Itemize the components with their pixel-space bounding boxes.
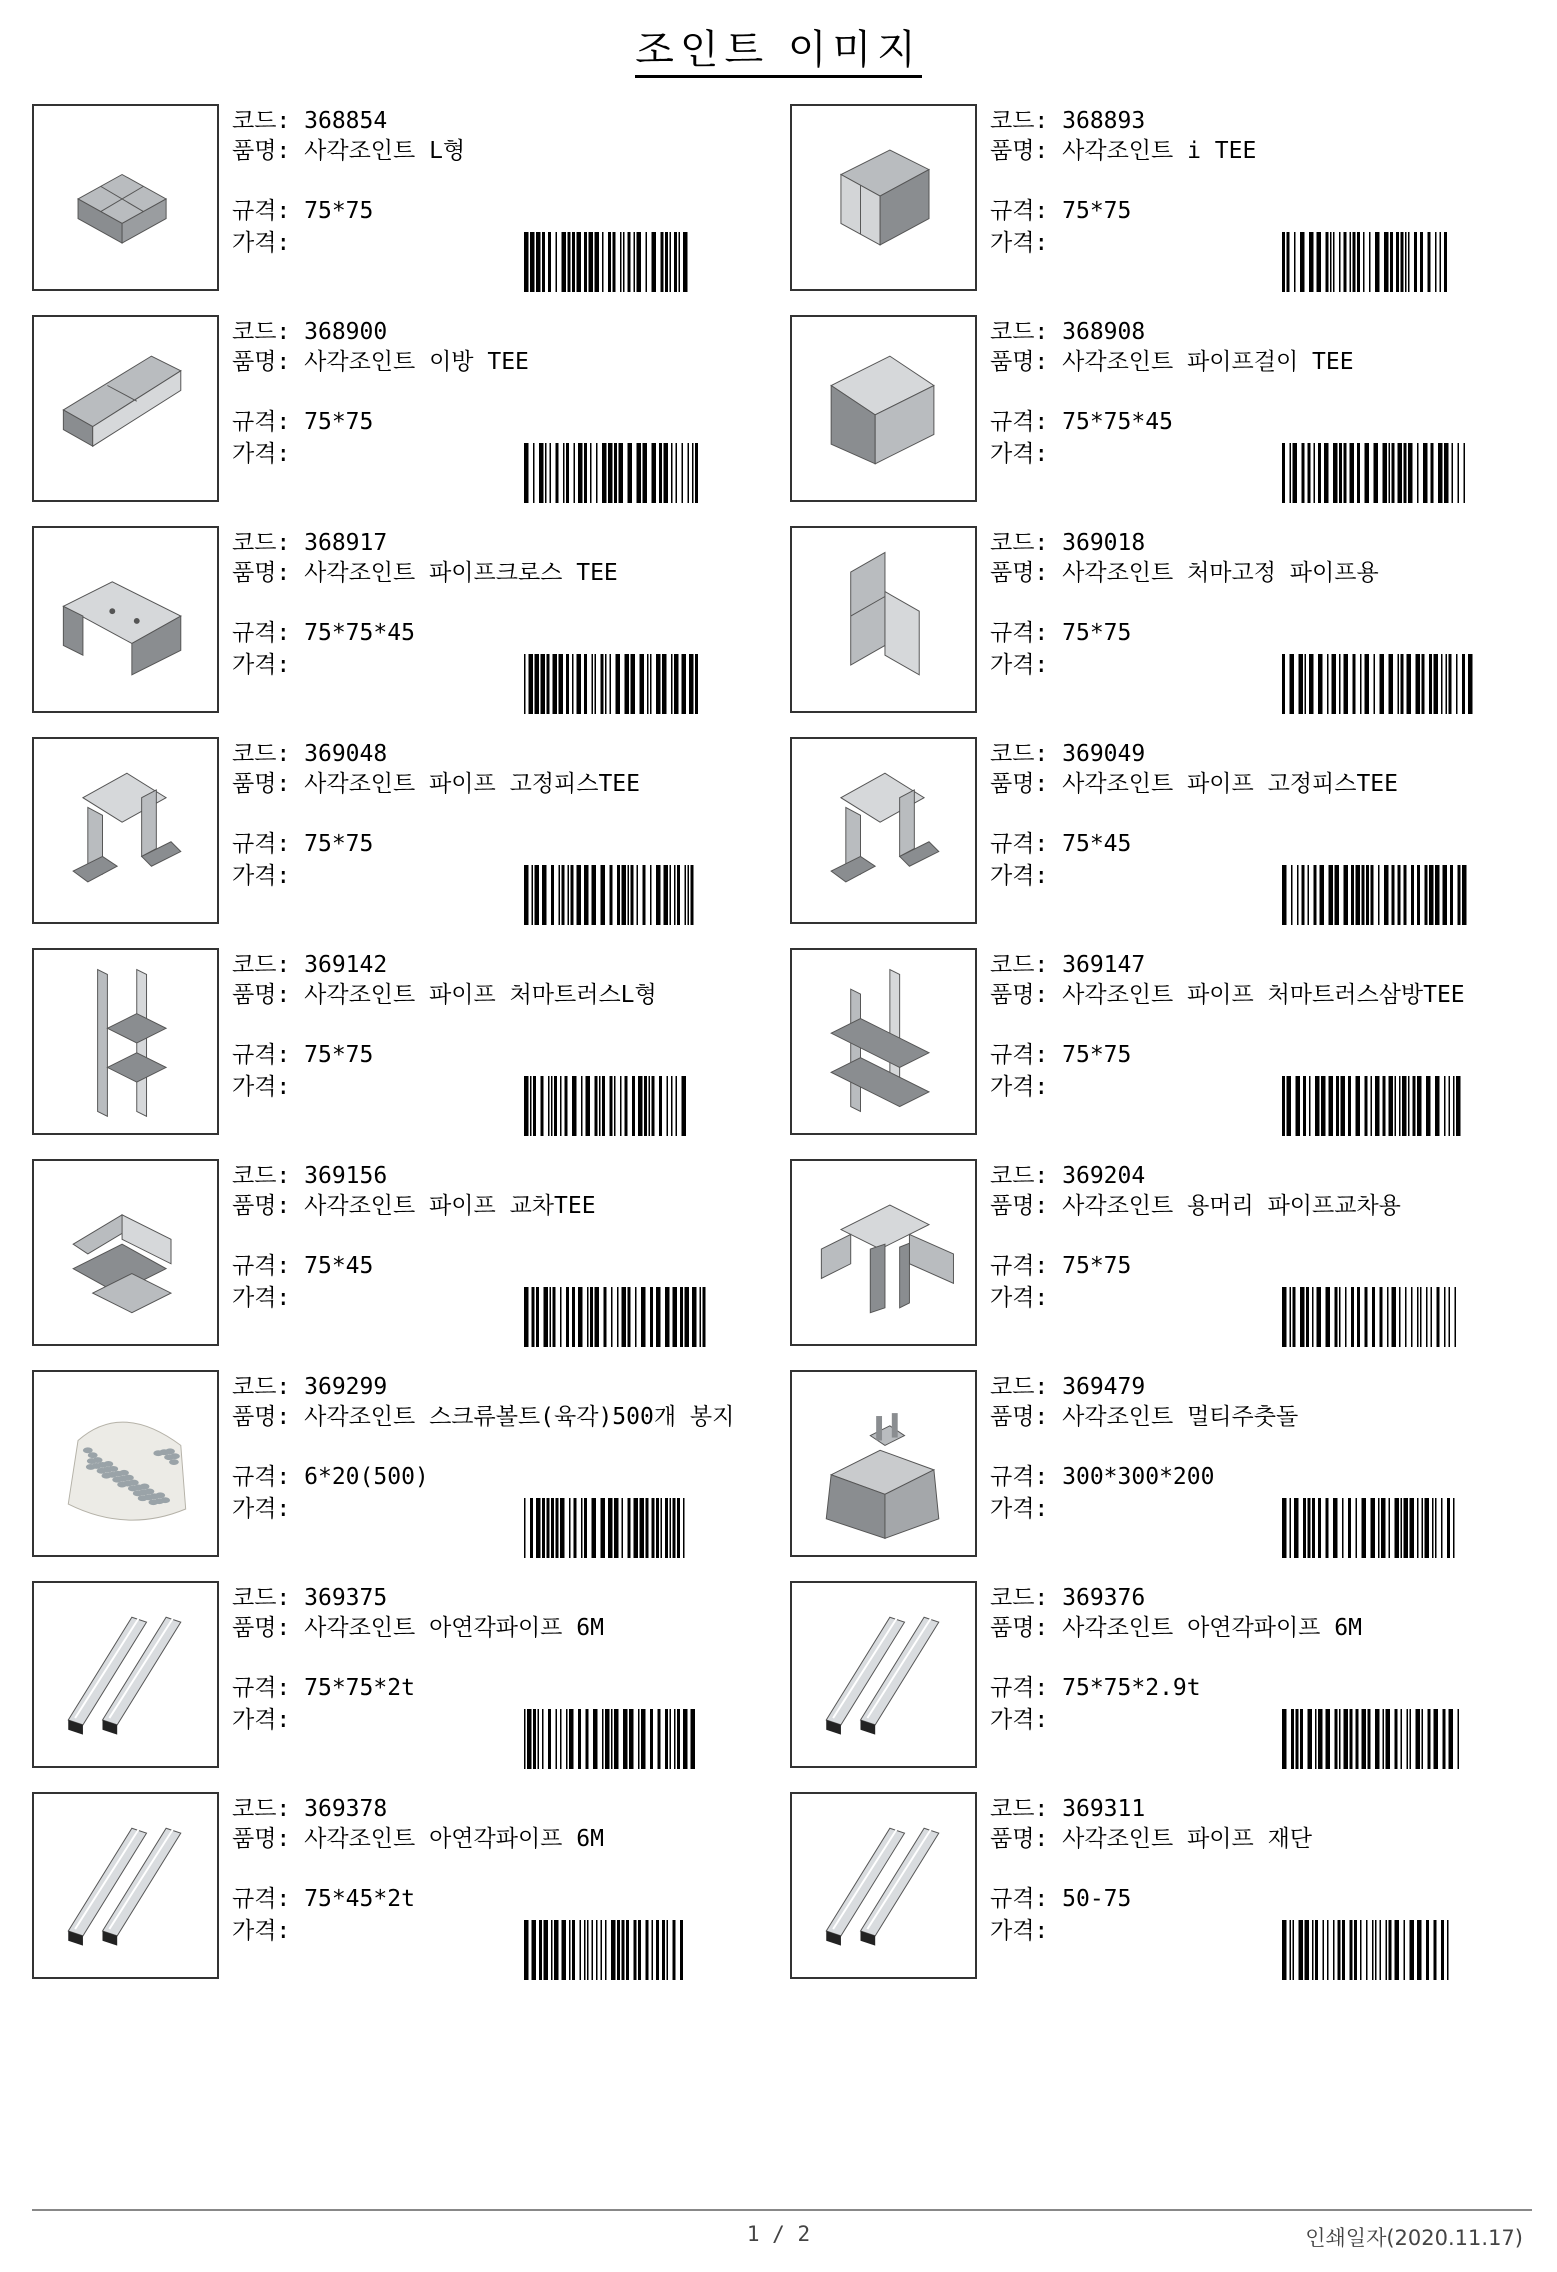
code-label: 코드: <box>990 952 1063 978</box>
product-card <box>790 1159 1535 1349</box>
two-way-tee-image <box>32 315 219 502</box>
footer-divider <box>32 2209 1532 2211</box>
spec-value: 75*75 <box>304 409 374 435</box>
name-label: 품명: <box>990 138 1063 164</box>
code-value: 369048 <box>304 741 388 767</box>
product-code <box>990 1583 1535 1613</box>
code-label: 코드: <box>990 1796 1063 1822</box>
code-label: 코드: <box>232 741 305 767</box>
spec-value: 75*45 <box>304 1253 374 1279</box>
name-label: 품명: <box>990 1826 1063 1852</box>
product-code <box>990 950 1535 980</box>
code-value: 368900 <box>304 319 388 345</box>
name-label: 품명: <box>232 982 305 1008</box>
name-label: 품명: <box>990 1193 1063 1219</box>
name-value: 사각조인트 파이프걸이 TEE <box>1062 349 1354 375</box>
spec-value: 75*75 <box>304 831 374 857</box>
product-spec <box>232 1673 777 1705</box>
product-code <box>232 1794 777 1824</box>
print-date: 인쇄일자(2020.11.17) <box>1305 2226 1523 2250</box>
spec-label: 규격: <box>990 1675 1063 1701</box>
spec-value: 300*300*200 <box>1062 1464 1215 1490</box>
code-label: 코드: <box>990 1374 1063 1400</box>
spec-label: 규격: <box>232 198 305 224</box>
code-value: 369018 <box>1062 530 1146 556</box>
spec-label: 규격: <box>990 198 1063 224</box>
code-label: 코드: <box>990 108 1063 134</box>
spec-label: 규격: <box>990 620 1063 646</box>
spec-value: 75*75 <box>1062 198 1132 224</box>
spec-value: 75*75*45 <box>304 620 415 646</box>
square-pipe-image <box>790 1581 977 1768</box>
price-label: 가격: <box>232 652 291 678</box>
product-spec <box>232 1884 777 1916</box>
i-tee-joint-image-drawing <box>792 106 975 289</box>
product-card <box>790 315 1535 505</box>
product-spec <box>232 407 777 439</box>
product-name <box>990 980 1535 1040</box>
barcode <box>524 232 777 292</box>
product-name <box>232 558 777 618</box>
price-label: 가격: <box>990 1496 1049 1522</box>
product-name <box>232 980 777 1040</box>
name-label: 품명: <box>990 982 1063 1008</box>
spec-label: 규격: <box>990 1464 1063 1490</box>
name-label: 품명: <box>232 1404 305 1430</box>
product-card <box>790 1370 1535 1560</box>
product-card <box>32 104 777 294</box>
code-label: 코드: <box>232 1585 305 1611</box>
product-card <box>32 315 777 505</box>
code-label: 코드: <box>990 530 1063 556</box>
product-card <box>32 1159 777 1349</box>
product-spec <box>990 1673 1535 1705</box>
price-label: 가격: <box>232 1707 291 1733</box>
eave-truss-l-image-drawing <box>34 950 217 1133</box>
product-card <box>790 104 1535 294</box>
barcode <box>524 1920 777 1980</box>
product-name <box>990 136 1535 196</box>
name-label: 품명: <box>232 771 305 797</box>
spec-value: 75*45 <box>1062 831 1132 857</box>
spec-value: 50-75 <box>1062 1886 1132 1912</box>
product-card <box>32 1581 777 1771</box>
spec-value: 75*75*45 <box>1062 409 1173 435</box>
product-code <box>232 106 777 136</box>
spec-label: 규격: <box>990 1042 1063 1068</box>
product-code <box>232 1161 777 1191</box>
product-name <box>232 1824 777 1884</box>
barcode <box>524 1076 777 1136</box>
spec-label: 규격: <box>232 1042 305 1068</box>
product-name <box>232 136 777 196</box>
code-label: 코드: <box>990 741 1063 767</box>
name-label: 품명: <box>232 560 305 586</box>
code-label: 코드: <box>990 319 1063 345</box>
price-label: 가격: <box>232 1918 291 1944</box>
screw-bag-image-drawing <box>34 1372 217 1555</box>
product-spec <box>990 1884 1535 1916</box>
product-code <box>232 739 777 769</box>
price-label: 가격: <box>990 652 1049 678</box>
product-code <box>990 1794 1535 1824</box>
product-name <box>990 1402 1535 1462</box>
code-value: 369204 <box>1062 1163 1146 1189</box>
product-spec <box>232 1251 777 1283</box>
name-value: 사각조인트 파이프 재단 <box>1062 1826 1313 1852</box>
barcode <box>524 443 777 503</box>
page-title: 조인트 이미지 <box>0 18 1557 75</box>
product-spec <box>990 1040 1535 1072</box>
name-value: 사각조인트 파이프 고정피스TEE <box>304 771 640 797</box>
l-type-joint-image-drawing <box>34 106 217 289</box>
spec-value: 6*20(500) <box>304 1464 429 1490</box>
name-label: 품명: <box>232 1615 305 1641</box>
product-name <box>232 1613 777 1673</box>
product-name <box>990 769 1535 829</box>
product-name <box>232 347 777 407</box>
name-label: 품명: <box>232 138 305 164</box>
name-value: 사각조인트 파이프 처마트러스L형 <box>304 982 657 1008</box>
fixing-piece-tee-image-drawing <box>34 739 217 922</box>
code-value: 369142 <box>304 952 388 978</box>
product-spec <box>990 1251 1535 1283</box>
name-value: 사각조인트 아연각파이프 6M <box>304 1826 604 1852</box>
cross-tee-image <box>32 1159 219 1346</box>
product-spec <box>232 196 777 228</box>
product-code <box>232 317 777 347</box>
name-value: 사각조인트 용머리 파이프교차용 <box>1062 1193 1401 1219</box>
code-value: 369299 <box>304 1374 388 1400</box>
eave-truss-l-image <box>32 948 219 1135</box>
code-label: 코드: <box>232 952 305 978</box>
price-label: 가격: <box>232 1285 291 1311</box>
screw-bag-image <box>32 1370 219 1557</box>
multi-footing-stone-image-drawing <box>792 1372 975 1555</box>
product-spec <box>990 618 1535 650</box>
fixing-piece-tee-image-drawing <box>792 739 975 922</box>
cross-tee-image-drawing <box>34 1161 217 1344</box>
fixing-piece-tee-image <box>32 737 219 924</box>
barcode <box>1282 865 1535 925</box>
spec-value: 75*75 <box>304 198 374 224</box>
i-tee-joint-image <box>790 104 977 291</box>
price-label: 가격: <box>990 1285 1049 1311</box>
spec-label: 규격: <box>990 831 1063 857</box>
ridge-cross-image-drawing <box>792 1161 975 1344</box>
spec-value: 75*75*2t <box>304 1675 415 1701</box>
code-value: 369479 <box>1062 1374 1146 1400</box>
pipe-hanger-tee-image <box>790 315 977 502</box>
spec-value: 75*75 <box>304 1042 374 1068</box>
code-value: 369156 <box>304 1163 388 1189</box>
code-label: 코드: <box>232 108 305 134</box>
name-value: 사각조인트 멀티주춧돌 <box>1062 1404 1299 1430</box>
product-code <box>232 1372 777 1402</box>
product-code <box>990 1161 1535 1191</box>
spec-label: 규격: <box>232 831 305 857</box>
spec-label: 규격: <box>990 409 1063 435</box>
name-label: 품명: <box>232 349 305 375</box>
spec-label: 규격: <box>232 1464 305 1490</box>
product-card <box>32 1792 777 1982</box>
price-label: 가격: <box>232 441 291 467</box>
spec-label: 규격: <box>232 409 305 435</box>
product-code <box>232 950 777 980</box>
code-value: 369375 <box>304 1585 388 1611</box>
page-number: 1 / 2 <box>746 2222 811 2246</box>
price-label: 가격: <box>990 1074 1049 1100</box>
product-name <box>232 1402 777 1462</box>
square-pipe-image <box>790 1792 977 1979</box>
product-card <box>32 1370 777 1560</box>
price-label: 가격: <box>990 441 1049 467</box>
price-label: 가격: <box>232 230 291 256</box>
square-pipe-image-drawing <box>34 1794 217 1977</box>
name-value: 사각조인트 파이프 처마트러스삼방TEE <box>1062 982 1465 1008</box>
price-label: 가격: <box>990 1707 1049 1733</box>
code-value: 369147 <box>1062 952 1146 978</box>
product-spec <box>990 196 1535 228</box>
barcode <box>1282 1076 1535 1136</box>
name-label: 품명: <box>990 771 1063 797</box>
product-code <box>990 317 1535 347</box>
barcode <box>1282 1920 1535 1980</box>
product-card <box>32 737 777 927</box>
product-name <box>990 1191 1535 1251</box>
product-card <box>790 526 1535 716</box>
name-value: 사각조인트 아연각파이프 6M <box>304 1615 604 1641</box>
barcode <box>524 654 777 714</box>
product-name <box>990 1613 1535 1673</box>
barcode <box>1282 443 1535 503</box>
barcode <box>1282 1498 1535 1558</box>
product-spec <box>232 618 777 650</box>
product-spec <box>990 407 1535 439</box>
square-pipe-image-drawing <box>34 1583 217 1766</box>
product-spec <box>990 1462 1535 1494</box>
code-label: 코드: <box>232 530 305 556</box>
product-card <box>790 1792 1535 1982</box>
barcode <box>1282 1287 1535 1347</box>
square-pipe-image-drawing <box>792 1583 975 1766</box>
product-name <box>990 347 1535 407</box>
spec-value: 75*75 <box>1062 620 1132 646</box>
name-value: 사각조인트 파이프 교차TEE <box>304 1193 596 1219</box>
barcode <box>524 1498 777 1558</box>
name-value: 사각조인트 아연각파이프 6M <box>1062 1615 1362 1641</box>
code-label: 코드: <box>232 1374 305 1400</box>
name-label: 품명: <box>990 1615 1063 1641</box>
spec-value: 75*75 <box>1062 1253 1132 1279</box>
square-pipe-image-drawing <box>792 1794 975 1977</box>
product-name <box>990 1824 1535 1884</box>
eave-truss-three-way-image <box>790 948 977 1135</box>
name-value: 사각조인트 스크류볼트(육각)500개 봉지 <box>304 1404 735 1430</box>
product-name <box>232 1191 777 1251</box>
product-card <box>790 1581 1535 1771</box>
square-pipe-image <box>32 1792 219 1979</box>
spec-value: 75*75*2.9t <box>1062 1675 1201 1701</box>
pipe-cross-tee-image-drawing <box>34 528 217 711</box>
product-code <box>232 1583 777 1613</box>
two-way-tee-image-drawing <box>34 317 217 500</box>
product-spec <box>232 829 777 861</box>
barcode <box>1282 654 1535 714</box>
code-value: 369311 <box>1062 1796 1146 1822</box>
spec-label: 규격: <box>990 1253 1063 1279</box>
pipe-cross-tee-image <box>32 526 219 713</box>
name-value: 사각조인트 L형 <box>304 138 466 164</box>
name-value: 사각조인트 i TEE <box>1062 138 1257 164</box>
product-code <box>990 528 1535 558</box>
code-value: 369049 <box>1062 741 1146 767</box>
code-label: 코드: <box>232 1796 305 1822</box>
name-label: 품명: <box>990 1404 1063 1430</box>
product-card <box>790 737 1535 927</box>
product-spec <box>232 1462 777 1494</box>
product-card <box>32 526 777 716</box>
price-label: 가격: <box>232 863 291 889</box>
price-label: 가격: <box>232 1074 291 1100</box>
code-value: 368917 <box>304 530 388 556</box>
product-name <box>232 769 777 829</box>
name-label: 품명: <box>990 560 1063 586</box>
product-code <box>990 1372 1535 1402</box>
barcode <box>524 1287 777 1347</box>
name-value: 사각조인트 처마고정 파이프용 <box>1062 560 1379 586</box>
code-label: 코드: <box>232 1163 305 1189</box>
product-code <box>990 106 1535 136</box>
multi-footing-stone-image <box>790 1370 977 1557</box>
code-value: 368854 <box>304 108 388 134</box>
eave-truss-three-way-image-drawing <box>792 950 975 1133</box>
pipe-hanger-tee-image-drawing <box>792 317 975 500</box>
product-card <box>790 948 1535 1138</box>
code-label: 코드: <box>232 319 305 345</box>
price-label: 가격: <box>990 1918 1049 1944</box>
name-label: 품명: <box>232 1826 305 1852</box>
l-type-joint-image <box>32 104 219 291</box>
barcode <box>1282 232 1535 292</box>
price-label: 가격: <box>232 1496 291 1522</box>
spec-label: 규격: <box>232 1886 305 1912</box>
fixing-piece-tee-image <box>790 737 977 924</box>
product-card <box>32 948 777 1138</box>
code-value: 369378 <box>304 1796 388 1822</box>
code-value: 368908 <box>1062 319 1146 345</box>
eave-fixing-image-drawing <box>792 528 975 711</box>
ridge-cross-image <box>790 1159 977 1346</box>
spec-label: 규격: <box>232 1675 305 1701</box>
name-value: 사각조인트 이방 TEE <box>304 349 529 375</box>
product-spec <box>990 829 1535 861</box>
spec-label: 규격: <box>232 620 305 646</box>
code-value: 368893 <box>1062 108 1146 134</box>
name-label: 품명: <box>232 1193 305 1219</box>
name-value: 사각조인트 파이프크로스 TEE <box>304 560 618 586</box>
square-pipe-image <box>32 1581 219 1768</box>
price-label: 가격: <box>990 230 1049 256</box>
code-value: 369376 <box>1062 1585 1146 1611</box>
product-name <box>990 558 1535 618</box>
spec-label: 규격: <box>990 1886 1063 1912</box>
barcode <box>524 865 777 925</box>
product-code <box>232 528 777 558</box>
product-spec <box>232 1040 777 1072</box>
product-code <box>990 739 1535 769</box>
spec-label: 규격: <box>232 1253 305 1279</box>
name-label: 품명: <box>990 349 1063 375</box>
code-label: 코드: <box>990 1163 1063 1189</box>
spec-value: 75*45*2t <box>304 1886 415 1912</box>
code-label: 코드: <box>990 1585 1063 1611</box>
eave-fixing-image <box>790 526 977 713</box>
spec-value: 75*75 <box>1062 1042 1132 1068</box>
barcode <box>524 1709 777 1769</box>
price-label: 가격: <box>990 863 1049 889</box>
barcode <box>1282 1709 1535 1769</box>
name-value: 사각조인트 파이프 고정피스TEE <box>1062 771 1398 797</box>
